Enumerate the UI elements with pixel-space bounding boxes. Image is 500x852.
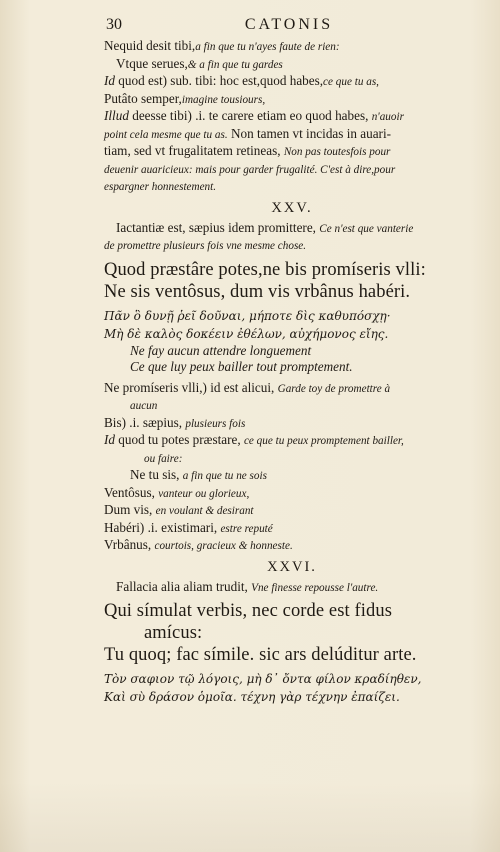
gloss-line: Bis) .i. sæpius, plusieurs fois bbox=[104, 414, 246, 430]
gloss-line: Vrbânus, courtois, gracieux & honneste. bbox=[104, 537, 293, 552]
gloss-line: Ne tu sis, a fin que tu ne sois bbox=[130, 467, 267, 482]
text-line: Id quod est) sub. tibi: hoc est,quod habes,ce que tu as, bbox=[104, 73, 379, 88]
greek-line: Καὶ σὺ δράσον ὁμοῖα. τέχνη γὰρ τέχνην ἐπαίζει. bbox=[104, 690, 400, 704]
french-verse: Ne fay aucun attendre longuement bbox=[130, 342, 312, 358]
gloss-line: aucun bbox=[130, 400, 158, 412]
section-intro: Iactantiæ est, sæpius idem promittere, Ce n'est que vanterie bbox=[116, 219, 414, 235]
running-head: CATONIS bbox=[244, 16, 334, 33]
verse-line: Qui símulat verbis, nec corde est fidus bbox=[104, 601, 393, 621]
gloss-line: Dum vis, en voulant & desirant bbox=[104, 502, 254, 517]
section-numeral: XXVI. bbox=[267, 558, 317, 575]
gloss-line: ou faire: bbox=[144, 452, 183, 465]
gloss-line: Id quod tu potes præstare, ce que tu peux promptement bailler, bbox=[104, 432, 404, 447]
french-verse: Ce que luy peux bailler tout promptement. bbox=[130, 359, 353, 374]
greek-line: Πᾶν ὃ δυνῇ ῥεῖ δοῦναι, μήποτε δὶς καθυπόσχῃ· bbox=[104, 308, 391, 323]
section-intro: de promettre plusieurs fois vne mesme chose. bbox=[104, 240, 307, 252]
verse-line: amícus: bbox=[144, 623, 203, 643]
page-header bbox=[106, 16, 472, 38]
verse-line: Quod præstâre potes,ne bis promíseris vlli: bbox=[104, 259, 426, 280]
text-line: Nequid desit tibi,a fin que tu n'ayes faute de rien: bbox=[104, 38, 340, 53]
page-number: 30 bbox=[106, 16, 122, 33]
gloss-line: Ventôsus, vanteur ou glorieux, bbox=[104, 484, 250, 500]
text-line: deuenir auaricieux: mais pour garder frugalité. C'est à dire,pour bbox=[104, 163, 396, 176]
gloss-line: Habéri) .i. existimari, estre reputé bbox=[104, 519, 273, 535]
text-line: Putâto semper,imagine tousiours, bbox=[104, 90, 266, 106]
text-line: tiam, sed vt frugalitatem retineas, Non pas toutesfois pour bbox=[104, 143, 391, 158]
greek-line: Τὸν σαφιον τῷ λόγοις, μὴ δ᾽ ὄντα φίλον κραδίηθεν, bbox=[104, 672, 422, 686]
text-line: point cela mesme que tu as. Non tamen vt incidas in auari- bbox=[104, 125, 392, 141]
text-line: espargner honnestement. bbox=[104, 181, 217, 193]
verse-line: Tu quoq; fac símile. sic ars delúditur arte. bbox=[104, 645, 417, 665]
gloss-line: Ne promíseris vlli,) id est alicui, Garde toy de promettre à bbox=[104, 379, 391, 395]
verse-line: Ne sis ventôsus, dum vis vrbânus habéri. bbox=[104, 281, 411, 302]
page-body bbox=[104, 38, 480, 706]
section-intro: Fallacia alia aliam trudit, Vne finesse repousse l'autre. bbox=[116, 578, 379, 594]
greek-line: Μὴ δὲ καλὸς δοκέειν ἐθέλων, αὐχήμονος εἴης. bbox=[104, 326, 389, 341]
text-line: Vtque serues,& a fin que tu gardes bbox=[116, 55, 283, 71]
text-line: Illud deesse tibi) .i. te carere etiam eo quod habes, n'auoir bbox=[104, 108, 404, 123]
section-numeral: XXV. bbox=[271, 199, 313, 216]
